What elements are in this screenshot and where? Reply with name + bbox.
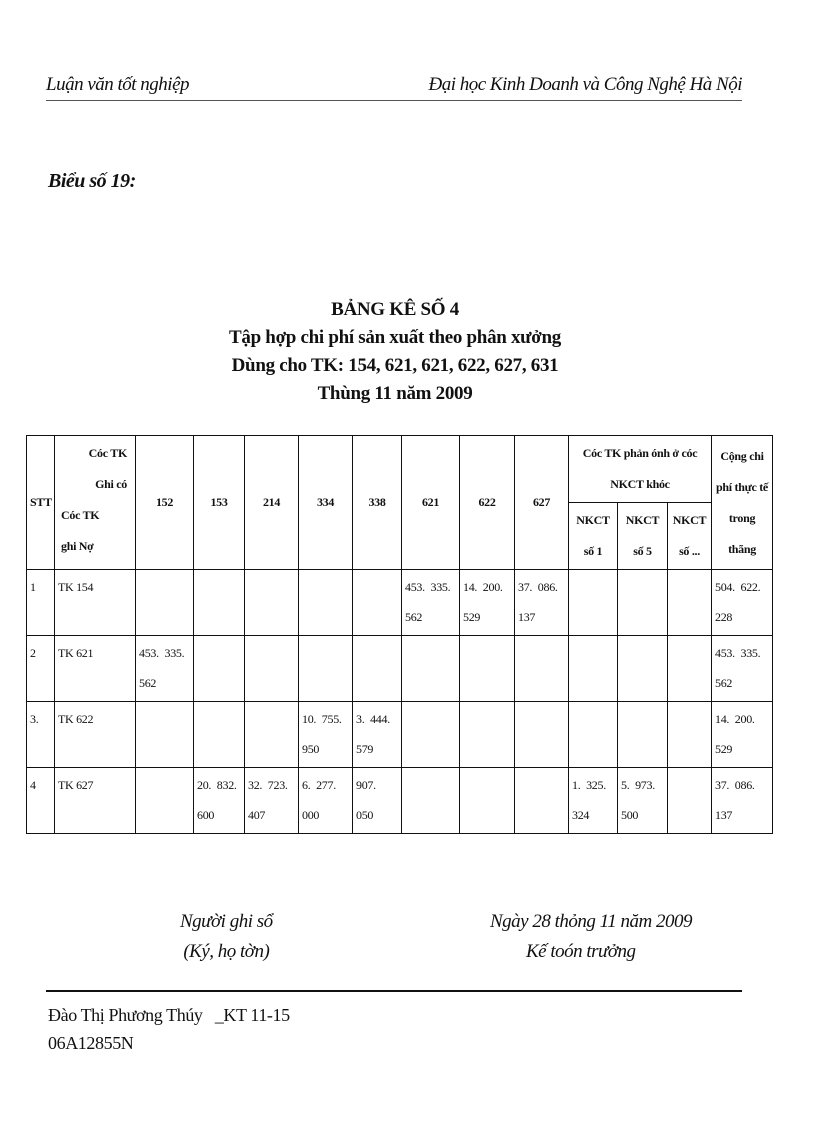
- header-col-622: 622: [460, 436, 515, 570]
- cell-stt: 4: [27, 768, 55, 834]
- cell-621: 453. 335. 562: [402, 570, 460, 636]
- header-col-214: 214: [245, 436, 299, 570]
- cell-total: 504. 622. 228: [712, 570, 773, 636]
- cell-334: 6. 277. 000: [299, 768, 353, 834]
- cell-621: [402, 768, 460, 834]
- signature-preparer: [180, 907, 273, 967]
- cell-338: [353, 636, 402, 702]
- cell-total: 453. 335. 562: [712, 636, 773, 702]
- table-row: [27, 702, 773, 768]
- table-row: [27, 636, 773, 702]
- cell-nkct-1: [569, 570, 618, 636]
- cell-stt: 2: [27, 636, 55, 702]
- cell-214: [245, 636, 299, 702]
- header-debit-label-2: ghi Nợ: [61, 539, 94, 553]
- header-col-338: 338: [353, 436, 402, 570]
- summary-table: [26, 435, 773, 834]
- signature-chief-accountant: [490, 907, 692, 967]
- cell-334: [299, 636, 353, 702]
- header-nkct-5: NKCT số 5: [618, 503, 668, 570]
- header-group-nkct: Cóc TK phản ónh ở cóc NKCT khóc: [569, 436, 712, 503]
- footer-student-id: 06A12855N: [48, 1033, 134, 1053]
- header-nkct-other: NKCT số ...: [668, 503, 712, 570]
- header-total: Cộng chi phí thực tế trong thãng: [712, 436, 773, 570]
- cell-total: 14. 200. 529: [712, 702, 773, 768]
- cell-214: 32. 723. 407: [245, 768, 299, 834]
- cell-nkct-other: [668, 636, 712, 702]
- cell-622: 14. 200. 529: [460, 570, 515, 636]
- header-col-152: 152: [136, 436, 194, 570]
- header-col-621: 621: [402, 436, 460, 570]
- cell-152: [136, 768, 194, 834]
- cell-account: TK 621: [55, 636, 136, 702]
- cell-622: [460, 702, 515, 768]
- document-title: BẢNG KÊ SỐ 4: [331, 299, 459, 320]
- cell-account: TK 627: [55, 768, 136, 834]
- header-nkct-1: NKCT số 1: [569, 503, 618, 570]
- cell-622: [460, 768, 515, 834]
- cell-stt: 1: [27, 570, 55, 636]
- cell-153: [194, 570, 245, 636]
- cell-214: [245, 702, 299, 768]
- cell-nkct-other: [668, 702, 712, 768]
- header-diagonal-cell: [55, 436, 136, 570]
- cell-627: [515, 702, 569, 768]
- header-left-title: Luận văn tốt nghiệp: [46, 74, 190, 95]
- cell-152: [136, 570, 194, 636]
- header-credit-label-1: Cóc TK: [88, 446, 127, 460]
- cell-627: [515, 768, 569, 834]
- document-title-block: [0, 296, 790, 408]
- cell-152: 453. 335. 562: [136, 636, 194, 702]
- cell-nkct-other: [668, 570, 712, 636]
- cell-621: [402, 636, 460, 702]
- cell-338: 907. 050: [353, 768, 402, 834]
- cell-nkct-5: [618, 570, 668, 636]
- cell-nkct-1: [569, 702, 618, 768]
- cell-334: 10. 755. 950: [299, 702, 353, 768]
- cell-627: 37. 086. 137: [515, 570, 569, 636]
- signature-preparer-title: Người ghi sổ: [180, 911, 273, 932]
- cell-153: 20. 832. 600: [194, 768, 245, 834]
- document-accounts: Dùng cho TK: 154, 621, 621, 622, 627, 631: [231, 355, 559, 376]
- document-subtitle: Tập hợp chi phí sản xuất theo phân xưởng: [229, 327, 561, 348]
- footer-author: Đào Thị Phương Thúy _KT 11-15: [48, 1005, 290, 1025]
- cell-nkct-5: 5. 973. 500: [618, 768, 668, 834]
- cell-nkct-5: [618, 636, 668, 702]
- header-divider: [46, 100, 742, 101]
- cell-622: [460, 636, 515, 702]
- header-debit-label-1: Cóc TK: [61, 508, 100, 522]
- cell-nkct-1: [569, 636, 618, 702]
- cell-214: [245, 570, 299, 636]
- cell-621: [402, 702, 460, 768]
- cell-153: [194, 636, 245, 702]
- header-col-627: 627: [515, 436, 569, 570]
- cell-338: [353, 570, 402, 636]
- cell-153: [194, 702, 245, 768]
- signature-date: Ngày 28 thỏng 11 năm 2009: [490, 911, 692, 932]
- footer: [48, 1001, 290, 1057]
- table-row: [27, 570, 773, 636]
- cell-338: 3. 444. 579: [353, 702, 402, 768]
- cell-stt: 3.: [27, 702, 55, 768]
- footer-divider: [46, 990, 742, 992]
- cell-334: [299, 570, 353, 636]
- cell-152: [136, 702, 194, 768]
- table-row: [27, 768, 773, 834]
- cell-account: TK 622: [55, 702, 136, 768]
- header-right-title: Đại học Kinh Doanh và Công Nghệ Hà Nội: [428, 74, 742, 95]
- cell-627: [515, 636, 569, 702]
- cell-total: 37. 086. 137: [712, 768, 773, 834]
- header-col-153: 153: [194, 436, 245, 570]
- cell-nkct-other: [668, 768, 712, 834]
- form-number: Biểu số 19:: [48, 170, 136, 192]
- header-credit-label-2: Ghi có: [95, 477, 127, 491]
- cell-nkct-1: 1. 325. 324: [569, 768, 618, 834]
- header-stt: STT: [27, 436, 55, 570]
- cell-account: TK 154: [55, 570, 136, 636]
- document-period: Thùng 11 năm 2009: [317, 383, 473, 404]
- header-col-334: 334: [299, 436, 353, 570]
- cell-nkct-5: [618, 702, 668, 768]
- signature-preparer-note: (Ký, họ tờn): [183, 941, 270, 962]
- signature-chief-title: Kế toón trưởng: [526, 941, 636, 962]
